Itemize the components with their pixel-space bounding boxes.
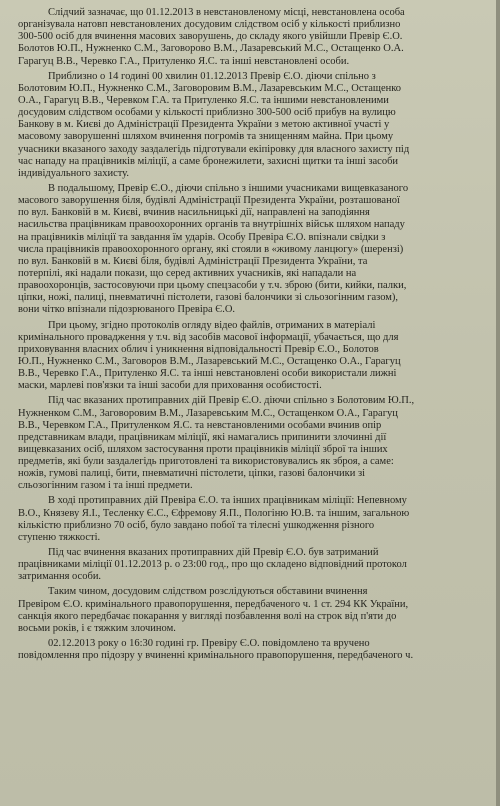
paragraph bbox=[18, 71, 500, 180]
page-edge bbox=[496, 0, 500, 806]
paragraph bbox=[18, 586, 500, 635]
text-line: потерпілі, які надали покази, що серед активних учасників, які нападали на bbox=[18, 267, 357, 279]
text-line: О.А., Гарагуц В.В., Черевком Г.А. та Притуленко Я.С. та іншими невстановленими bbox=[18, 94, 389, 106]
paragraph bbox=[18, 395, 500, 492]
text-line: 300-500 осіб для вчинення масових заворушень, до складу якого увійшли Превір Є.О. bbox=[18, 31, 403, 43]
text-line: Ю.П., Нужненко С.М., Заговоров В.М., Лазаревський М.С., Остащенко О.А., Гарагуц bbox=[18, 355, 401, 367]
text-line: учасники вказаного заходу заздалегідь підготували екіпіровку для власного захисту під bbox=[18, 143, 410, 155]
text-line: Під час вчинення вказаних протиправних дій Превір Є.О. був затриманий bbox=[48, 547, 379, 559]
text-line: по вул. Банковій в м. Києві біля, будівлі Адміністрації Президента України, та bbox=[18, 255, 368, 267]
document-body bbox=[18, 7, 500, 662]
text-line: числа працівників правоохоронного органу, які стояли в «живому ланцюгу» (шерензі) bbox=[18, 243, 404, 255]
text-line: працівниками міліції 01.12.2013 р. о 23:00 год., про що складено відповідний протокол bbox=[18, 559, 407, 571]
text-line: В ході протиправних дій Превіра Є.О. та інших працівникам міліції: Непевному bbox=[48, 495, 407, 507]
text-line: Банкову в м. Києві до Адміністрації Президента України з метою активної участі у bbox=[18, 119, 390, 131]
text-line: масовому заворушенні шляхом вчинення погромів та знищенням майна. При цьому bbox=[18, 131, 394, 143]
text-line: Превіром Є.О. кримінального правопорушення, передбаченого ч. 1 ст. 294 КК України, bbox=[18, 598, 409, 610]
paragraph bbox=[18, 495, 500, 544]
text-line: предметів, які були заздалегідь приготовлені та використовувались як зброя, а саме: bbox=[18, 456, 394, 468]
text-line: насильства працівникам правоохоронних органів та внутрішніх військ шляхом нападу bbox=[18, 219, 405, 231]
text-line: вони чітко впізнали підозрюваного Превіра Є.О. bbox=[18, 304, 236, 316]
text-line: правоохоронців, застосовуючи при цьому спецзасоби у т.ч. зброю (бити, кийки, палки, bbox=[18, 280, 407, 292]
text-line: кількістю приблизно 70 осіб, було завдано побої та тілесні ушкодження різного bbox=[18, 519, 375, 531]
text-line: повідомлення про підозру у вчиненні кримінального правопорушення, передбаченого ч. bbox=[18, 650, 414, 662]
paragraph bbox=[18, 547, 500, 583]
text-line: Слідчий зазначає, що 01.12.2013 в невстановленому місці, невстановлена особа bbox=[48, 7, 405, 18]
text-line: Під час вказаних протиправних дій Превір Є.О. діючи спільно з Болотовим Ю.П., bbox=[48, 395, 415, 407]
text-line: Болотов Ю.П., Нужненко С.М., Заговорово В.М., Лазаревський М.С., Остащенко О.А. bbox=[18, 43, 404, 55]
paragraph bbox=[18, 183, 500, 317]
text-line: восьми років, і є тяжким злочином. bbox=[18, 622, 176, 634]
text-line: на працівників міліції та завдання їм ударів. Особу Превіра Є.О. впізнали свідки з bbox=[18, 231, 386, 243]
text-line: досудовим слідством особами у кількості приблизно 300-500 осіб прибув на вулицю bbox=[18, 107, 396, 119]
text-line: При цьому, згідно протоколів огляду відео файлів, отриманих в матеріалі bbox=[48, 319, 376, 331]
text-line: Болотовим Ю.П., Нужненко С.М., Заговоровим В.М., Лазаревським М.С., Остащенко bbox=[18, 82, 402, 94]
text-line: організувала натовп невстановлених досудовим слідством осіб у кількості приблизно bbox=[18, 19, 401, 31]
text-line: Нужненком С.М., Заговоровим В.М., Лазаревським М.С., Остащенком О.А., Гарагуц bbox=[18, 407, 398, 419]
text-line: по вул. Банковій в м. Києві, вчинив насильницькі дії, направлені на заподіяння bbox=[18, 207, 370, 219]
paragraph bbox=[18, 638, 500, 662]
text-line: В подальшому, Превір Є.О., діючи спільно з іншими учасниками вищевказаного bbox=[48, 182, 409, 194]
text-line: кримінального провадження у т.ч. від засобів масової інформації, убачається, що для bbox=[18, 331, 399, 343]
text-line: ціпки, ножі, палиці, пневматичні пістолети, газові балончики зі сльозогінним газом), bbox=[18, 292, 399, 304]
text-line: масового заворушення біля, будівлі Адміністрації Президента України, розташованої bbox=[18, 195, 400, 207]
text-line: 02.12.2013 року о 16:30 годині гр. Превіру Є.О. повідомлено та вручено bbox=[48, 638, 370, 650]
text-line: В.О., Князеву Я.І., Тесленку Є.С., Єфремову Я.П., Пологіню Ю.В. та іншим, загальною bbox=[18, 507, 410, 519]
text-line: вищевказаних осіб, шляхом застосування проти працівників міліції зброї та інших bbox=[18, 443, 388, 455]
text-line: приховування власних облич і уникнення відповідальності Превір Є.О., Болотов bbox=[18, 343, 379, 355]
text-line: затримання особи. bbox=[18, 571, 102, 583]
text-line: час нападу на працівників міліції, а саме бронежилети, захисні щитки та інші засоби bbox=[18, 155, 399, 167]
text-line: маски, марлеві пов'язки та інші засоби для приховання особистості. bbox=[18, 380, 322, 392]
text-line: ножів, гумові палиці, бити, пневматичні пістолети, ціпки, газові балончики зі bbox=[18, 468, 366, 480]
paragraph bbox=[18, 7, 500, 68]
text-line: сльозогінним газом і та інші предмети. bbox=[18, 480, 193, 492]
text-line: представникам влади, працівникам міліції, які намагались припинити злочинні дії bbox=[18, 431, 387, 443]
text-line: Приблизно о 14 годині 00 хвилин 01.12.2013 Превір Є.О. діючи спільно з bbox=[48, 70, 376, 82]
text-line: санкція якого передбачає покарання у вигляді позбавлення волі на строк від п'яти до bbox=[18, 610, 397, 622]
text-line: В.В., Черевком Г.А., Притуленком Я.С. та невстановленими особами вчинив опір bbox=[18, 419, 382, 431]
paragraph bbox=[18, 320, 500, 393]
text-line: індивідуального захисту. bbox=[18, 167, 130, 179]
text-line: Таким чином, досудовим слідством розслідуються обставини вчинення bbox=[48, 586, 368, 598]
text-line: В.В., Черевко Г.А., Притуленко Я.С. та інші невстановлені особи використали лижні bbox=[18, 368, 397, 380]
text-line: ступеню тяжкості. bbox=[18, 531, 101, 543]
text-line: Гарагуц В.В., Черевко Г.А., Притуленко Я.С. та інші невстановлені особи. bbox=[18, 55, 350, 67]
